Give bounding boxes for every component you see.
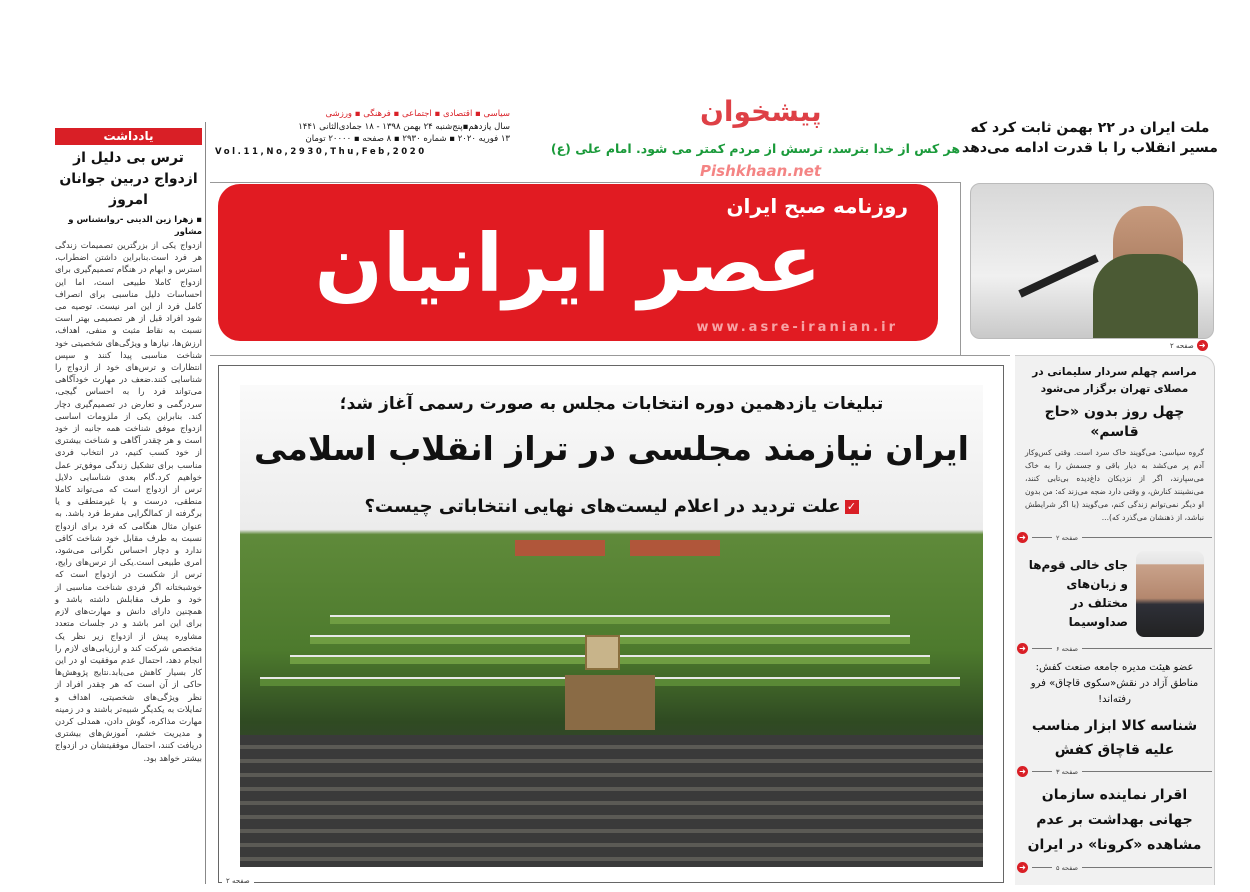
editorial-author: ▪ زهرا زین الدینی -روانشناس و مشاور bbox=[68, 215, 202, 237]
sidebar-page-ref-2[interactable]: ➜ صفحه ۶ bbox=[1017, 643, 1212, 654]
column-divider bbox=[205, 122, 206, 884]
sidebar-page-ref-1[interactable]: ➜ صفحه ۲ bbox=[1017, 532, 1212, 543]
main-kicker: تبلیغات یازدهمین دوره انتخابات مجلس به صورت رسمی آغاز شد؛ bbox=[339, 394, 884, 414]
main-page-ref[interactable]: صفحه ۲ bbox=[222, 877, 254, 885]
main-headline[interactable]: ایران نیازمند مجلسی در تراز انقلاب اسلامی bbox=[254, 429, 969, 468]
issue-info bbox=[215, 108, 510, 158]
masthead-bottom-divider bbox=[210, 355, 1010, 356]
sidebar-box bbox=[1015, 355, 1215, 885]
watermark-url: Pishkhaan.net bbox=[700, 162, 822, 180]
volume-line: Vol.11,No,2930,Thu,Feb,2020 bbox=[215, 146, 427, 157]
sidebar-kicker-1: مراسم چهلم سردار سلیمانی در مصلای تهران برگزار می‌شود bbox=[1032, 366, 1197, 395]
right-top-headline[interactable]: ملت ایران در ۲۲ بهمن ثابت کرد که مسیر انقلاب را با قدرت ادامه می‌دهد bbox=[962, 120, 1218, 156]
arrow-icon: ➜ bbox=[1017, 766, 1028, 777]
columnist-photo bbox=[1136, 551, 1204, 637]
logo-subtitle: روزنامه صبح ایران bbox=[726, 194, 908, 218]
masthead-side-divider bbox=[960, 182, 961, 355]
main-subhead[interactable]: ✓علت تردید در اعلام لیست‌های نهایی انتخاباتی چیست؟ bbox=[240, 495, 983, 519]
parliament-photo bbox=[240, 385, 983, 867]
arrow-icon: ➜ bbox=[1197, 340, 1208, 351]
sidebar-page-ref-3[interactable]: ➜ صفحه ۳ bbox=[1017, 766, 1212, 777]
editorial-body: ازدواج یکی از بزرگترین تصمیمات زندگی هر فرد است.بنابراین داشتن اضطراب، استرس و ابهام در هنگام تصمیم‌گیری برای ازدواج کاملا طبیعی است، اما این احساسات دلیل مناسبی برای انصراف کامل فرد از این امر نیست. توصیه می شود افراد قبل از هر تصمیمی بهتر است نسبت به نقاط مثبت و منفی، اهداف، ارزش‌ها، نیازها و ویژگی‌های شخصیتی خود شناخت مناسبی پیدا کنند و سپس انتظارات و ترس‌های خود از ازدواج را شناسایی کنند.ضعف در مهارت خودآگاهی می‌تواند فرد را به احساس گیجی، سردرگمی و تعارض در تصمیم‌گیری دچار کند. بنابراین یکی از ملزومات اساسی ازدواج موفق شناخت همه جانبه از خود است و هر چقدر آگاهی و شناخت بیشتری از خود کسب کنیم، در انتخاب فردی مناسب برای تشکیل زندگی موفق‌تر عمل خواهیم کرد.گام بعدی شناسایی دلایل ترس از ازدواج است که می‌تواند کاملا منطقی، درست و یا غیرمنطقی و یا برگرفته از کمالگرایی مفرط فرد باشد. به عنوان مثال هنگامی که فرد برای ازدواج نسبت به طرف مقابل خود شناخت کافی ندارد و دچار احساس نگرانی می‌شود، امری طبیعی است.یکی از ترس‌های رایج، ترس از شکست در ازدواج است که خوشبختانه اگر فردی شناخت مناسبی از خود و طرف مقابلش داشته باشد و همچنین دارای دانش و مهارت‌های لازم برای این امر باشد و در جلسات متعدد مشاوره پیش از ازدواج زیر نظر یک متخصص شرکت کند و ارزیابی‌های لازم را انجام دهد، احتمال عدم موفقیت او در این کار بسیار کاهش می‌یابد.نتایج پژوهش‌ها حاکی از آن است که هر چقدر افراد از نظر ویژگی‌های شخصیتی، اهداف و تمایلات به یکدیگر شبیه‌تر باشند و در زمینه مهارت مذاکره، گوش دادن، همدلی کردن و مدیریت خشم، آموزش‌های بیشتری دریافت کنند، احتمال موفقیتشان در ازدواج بیشتر خواهد بود. bbox=[55, 240, 202, 763]
editorial-column bbox=[55, 128, 202, 764]
commander-photo bbox=[970, 183, 1214, 339]
masthead-divider bbox=[210, 182, 960, 183]
sidebar-title-4[interactable]: اقرار نماینده سازمان جهانی بهداشت بر عدم مشاهده «کرونا» در ایران bbox=[1027, 787, 1202, 853]
logo-url: www.asre-iranian.ir bbox=[696, 320, 898, 335]
date-line-1: سال یازدهم▪پنج‌شنبه ۲۴ بهمن ۱۳۹۸ - ۱۸ جمادی‌الثانی ۱۴۴۱ bbox=[298, 121, 510, 132]
arrow-icon: ➜ bbox=[1017, 643, 1028, 654]
masthead-quote: هر کس از خدا بترسد، ترسش از مردم کمتر می شود. امام علی (ع) bbox=[550, 141, 960, 156]
sidebar-title-2[interactable]: جای خالی قوم‌ها و زبان‌های مختلف در صداوسیما bbox=[1028, 558, 1128, 629]
right-top-page-ref[interactable]: ➜ صفحه ۲ bbox=[1170, 340, 1208, 351]
editorial-label: یادداشت bbox=[55, 128, 202, 145]
sidebar-page-ref-4[interactable]: ➜ صفحه ۵ bbox=[1017, 862, 1212, 873]
sidebar-title-3[interactable]: شناسه کالا ابزار مناسب علیه قاچاق کفش bbox=[1031, 718, 1198, 758]
categories: سیاسی ▪ اقتصادی ▪ اجتماعی ▪ فرهنگی ▪ ورزشی bbox=[325, 109, 510, 119]
sidebar-title-1[interactable]: چهل روز بدون «حاج قاسم» bbox=[1044, 404, 1185, 440]
arrow-icon: ➜ bbox=[1017, 862, 1028, 873]
sidebar-kicker-3: عضو هیئت مدیره جامعه صنعت کفش: مناطق آزاد در نقش«سکوی قاچاق» فرو رفته‌اند! bbox=[1030, 662, 1199, 705]
watermark: پیشخوان bbox=[700, 95, 822, 128]
date-line-2: ۱۳ فوریه ۲۰۲۰ ▪ شماره ۲۹۳۰ ▪ ۸ صفحه ▪ ۲۰۰۰۰ تومان bbox=[305, 134, 510, 144]
sidebar-body-1: گروه سیاسی: می‌گویند خاک سرد است. وقتی کس‌وکار آدم پر می‌کشد به دیار باقی و جسمش را به خاک می‌سپارند، اگر از نزدیکان داغ‌دیده بی‌تابی کنند، می‌نشینند کنارش، و وقتی دارد ضجه می‌زند که: من بدون او دیگر نمی‌توانم زندگی کنم، می‌گویند (با اگر شرایطش نباشد، از ذهنشان می‌گذرد که)... bbox=[1025, 448, 1204, 522]
main-story-frame bbox=[218, 365, 1004, 883]
arrow-icon: ➜ bbox=[1017, 532, 1028, 543]
logo-name: عصر ایرانیان bbox=[314, 217, 822, 310]
newspaper-logo[interactable] bbox=[218, 184, 938, 341]
checkbox-icon: ✓ bbox=[845, 500, 859, 514]
editorial-title[interactable]: ترس بی دلیل از ازدواج دربین جوانان امروز bbox=[59, 150, 198, 208]
